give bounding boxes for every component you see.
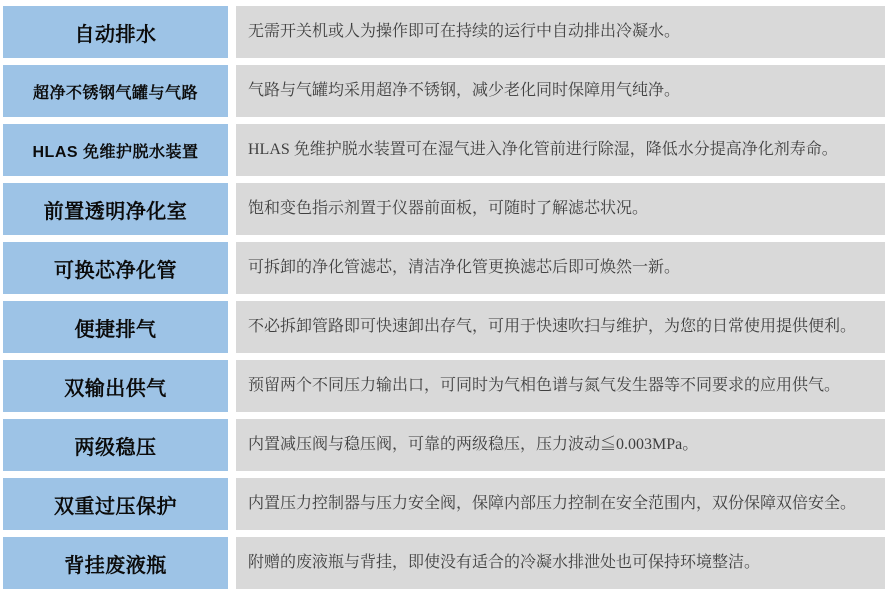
feature-row bbox=[3, 6, 885, 58]
feature-title: 背挂废液瓶 bbox=[3, 537, 228, 589]
feature-title: HLAS 免维护脱水装置 bbox=[3, 124, 228, 176]
feature-row bbox=[3, 301, 885, 353]
feature-description: 可拆卸的净化管滤芯，清洁净化管更换滤芯后即可焕然一新。 bbox=[236, 242, 885, 294]
feature-row bbox=[3, 183, 885, 235]
feature-description: HLAS 免维护脱水装置可在湿气进入净化管前进行除湿，降低水分提高净化剂寿命。 bbox=[236, 124, 885, 176]
feature-row bbox=[3, 419, 885, 471]
feature-title: 双输出供气 bbox=[3, 360, 228, 412]
feature-description: 气路与气罐均采用超净不锈钢，减少老化同时保障用气纯净。 bbox=[236, 65, 885, 117]
feature-row bbox=[3, 242, 885, 294]
feature-title: 自动排水 bbox=[3, 6, 228, 58]
feature-title: 两级稳压 bbox=[3, 419, 228, 471]
feature-description: 饱和变色指示剂置于仪器前面板，可随时了解滤芯状况。 bbox=[236, 183, 885, 235]
feature-description: 内置压力控制器与压力安全阀，保障内部压力控制在安全范围内，双份保障双倍安全。 bbox=[236, 478, 885, 530]
feature-title: 超净不锈钢气罐与气路 bbox=[3, 65, 228, 117]
feature-description: 内置减压阀与稳压阀，可靠的两级稳压，压力波动≦0.003MPa。 bbox=[236, 419, 885, 471]
feature-title: 前置透明净化室 bbox=[3, 183, 228, 235]
feature-row bbox=[3, 537, 885, 589]
feature-row bbox=[3, 360, 885, 412]
feature-row bbox=[3, 478, 885, 530]
feature-row bbox=[3, 65, 885, 117]
feature-description: 预留两个不同压力输出口，可同时为气相色谱与氮气发生器等不同要求的应用供气。 bbox=[236, 360, 885, 412]
feature-description: 无需开关机或人为操作即可在持续的运行中自动排出冷凝水。 bbox=[236, 6, 885, 58]
feature-description: 附赠的废液瓶与背挂，即使没有适合的冷凝水排泄处也可保持环境整洁。 bbox=[236, 537, 885, 589]
feature-title: 可换芯净化管 bbox=[3, 242, 228, 294]
feature-description: 不必拆卸管路即可快速卸出存气，可用于快速吹扫与维护，为您的日常使用提供便利。 bbox=[236, 301, 885, 353]
feature-title: 便捷排气 bbox=[3, 301, 228, 353]
feature-title: 双重过压保护 bbox=[3, 478, 228, 530]
feature-row bbox=[3, 124, 885, 176]
